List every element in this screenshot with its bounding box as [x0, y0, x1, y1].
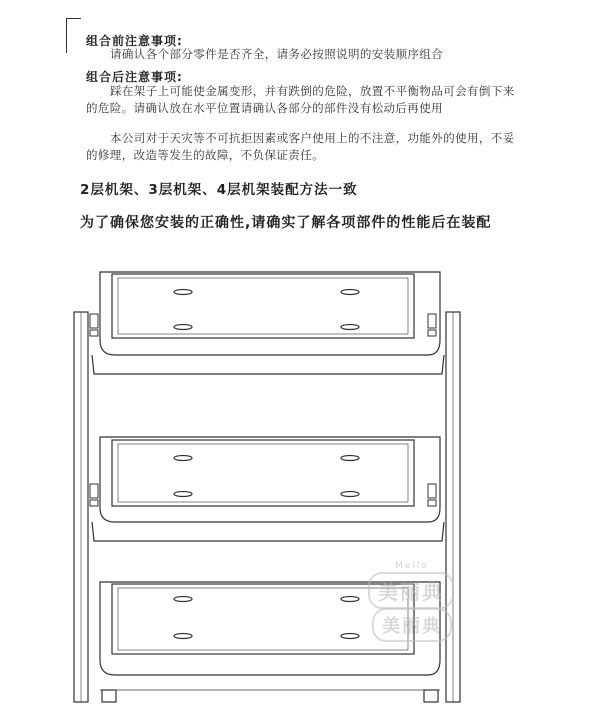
- before-assembly-title: 组合前注意事项:: [86, 34, 183, 48]
- hinge-icon: [90, 314, 436, 506]
- tier-1: [92, 272, 444, 374]
- after-assembly-title: 组合后注意事项:: [86, 70, 183, 84]
- tier-2: [92, 437, 444, 541]
- watermark-logo: 美丽典: [368, 572, 454, 609]
- assembly-warning-heading: 为了确保您安装的正确性,请确实了解各项部件的性能后在装配: [80, 215, 492, 231]
- disclaimer-text: 本公司对于天灾等不可抗拒因素或客户使用上的不注意，功能外的使用，不妥的修理，改造等发生的故障，不负保证责任。: [86, 131, 515, 162]
- after-assembly-text: 踩在架子上可能使金属变形，并有跌倒的危险，放置不平衡物品可会有倒下来的危险。请确认放在水平位置请确认各部分的部件没有松动后再使用: [86, 84, 515, 115]
- before-assembly-text: 请确认各个部分零件是否齐全，请务必按照说明的安装顺序组合: [110, 47, 444, 61]
- assembly-method-heading: 2层机架、3层机架、4层机架装配方法一致: [80, 182, 358, 198]
- watermark-top-text: Meilo: [395, 561, 429, 571]
- watermark-logo-2: 美丽典: [372, 608, 452, 642]
